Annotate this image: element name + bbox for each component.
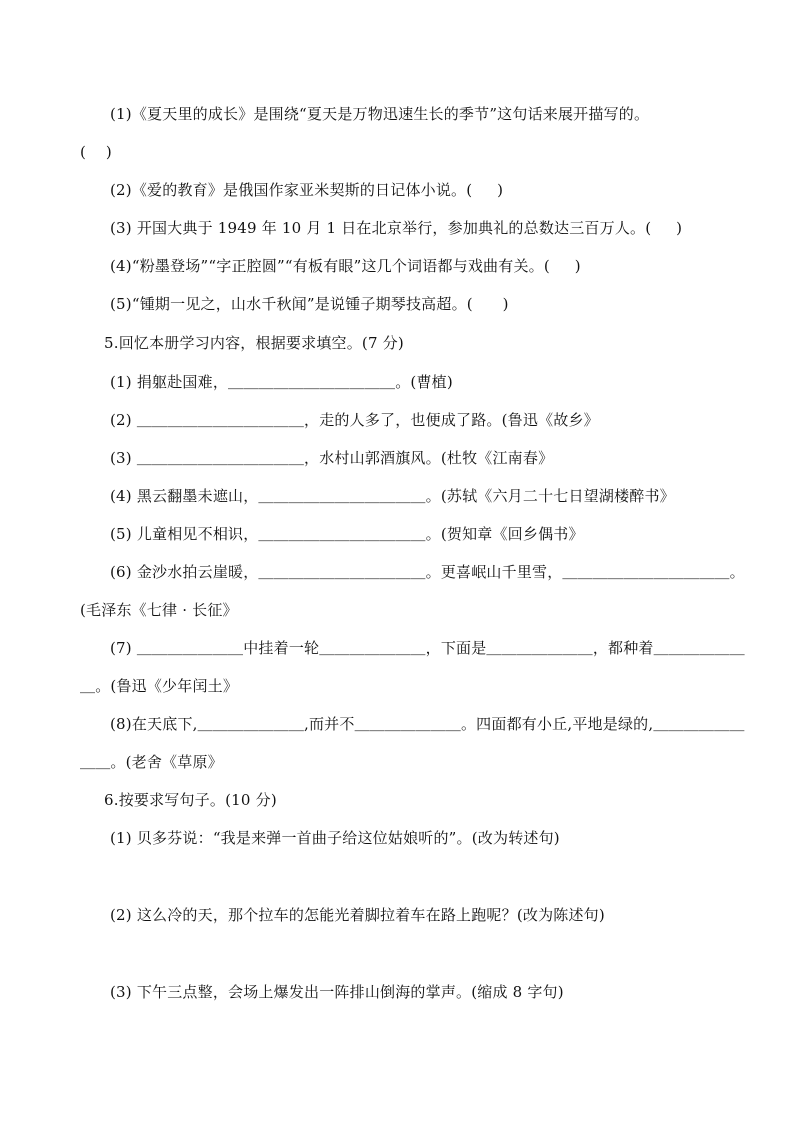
judge-item-2: (2)《爱的教育》是俄国作家亚米契斯的日记体小说。( ) — [110, 181, 504, 199]
rewrite-item-2: (2) 这么冷的天，那个拉车的怎能光着脚拉着车在路上跑呢？(改为陈述句) — [110, 906, 605, 924]
fill-item-7-cont: ＿。(鲁迅《少年闰土》 — [80, 677, 239, 695]
fill-item-4: (4) 黑云翻墨未遮山，＿＿＿＿＿＿＿＿＿＿＿。(苏轼《六月二十七日望湖楼醉书》 — [110, 487, 675, 505]
judge-item-1-bracket: ( ) — [80, 143, 112, 161]
fill-item-7: (7) ＿＿＿＿＿＿＿中挂着一轮＿＿＿＿＿＿＿，下面是＿＿＿＿＿＿＿，都种着＿＿＿＿＿＿ — [110, 639, 745, 657]
fill-item-1: (1) 捐躯赴国难，＿＿＿＿＿＿＿＿＿＿＿。(曹植) — [110, 373, 453, 391]
rewrite-item-1: (1) 贝多芬说：“我是来弹一首曲子给这位姑娘听的”。(改为转述句) — [110, 829, 560, 847]
judge-item-5: (5)“锺期一见之，山水千秋闻”是说锺子期琴技高超。( ) — [110, 295, 509, 313]
fill-item-8-cont: ＿＿。(老舍《草原》 — [80, 753, 223, 771]
fill-item-2: (2) ＿＿＿＿＿＿＿＿＿＿＿，走的人多了，也便成了路。(鲁迅《故乡》 — [110, 411, 599, 429]
judge-item-4: (4)“粉墨登场”“字正腔圆”“有板有眼”这几个词语都与戏曲有关。( ) — [110, 257, 581, 275]
judge-item-1: (1)《夏天里的成长》是围绕“夏天是万物迅速生长的季节”这句话来展开描写的。 — [110, 105, 650, 123]
judge-item-3: (3) 开国大典于 1949 年 10 月 1 日在北京举行，参加典礼的总数达三百万人。( ) — [110, 219, 683, 237]
fill-item-3: (3) ＿＿＿＿＿＿＿＿＿＿＿，水村山郭酒旗风。(杜牧《江南春》 — [110, 449, 554, 467]
fill-item-6-source: (毛泽东《七律 · 长征》 — [80, 601, 238, 619]
question-6-heading: 6.按要求写句子。(10 分) — [104, 791, 277, 809]
question-5-heading: 5.回忆本册学习内容，根据要求填空。(7 分) — [104, 334, 404, 352]
fill-item-5: (5) 儿童相见不相识，＿＿＿＿＿＿＿＿＿＿＿。(贺知章《回乡偶书》 — [110, 525, 584, 543]
fill-item-6: (6) 金沙水拍云崖暖，＿＿＿＿＿＿＿＿＿＿＿。更喜岷山千里雪，＿＿＿＿＿＿＿＿＿＿＿。 — [110, 563, 745, 581]
fill-item-8: (8)在天底下,＿＿＿＿＿＿＿,而并不＿＿＿＿＿＿＿。四面都有小丘,平地是绿的,＿＿＿＿＿＿ — [110, 715, 745, 733]
rewrite-item-3: (3) 下午三点整，会场上爆发出一阵排山倒海的掌声。(缩成 8 字句) — [110, 983, 564, 1001]
